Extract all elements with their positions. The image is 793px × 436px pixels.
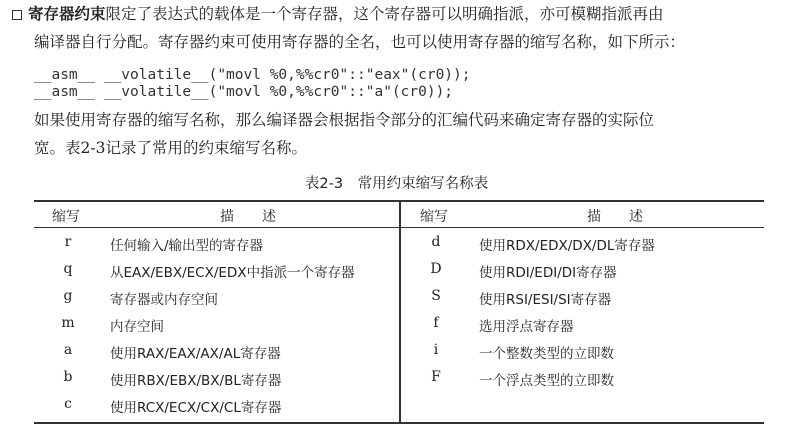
desc-cell: 使用RSI/ESI/SI寄存器 (479, 292, 612, 308)
table-row (34, 257, 764, 284)
paragraph2-line1: 如果使用寄存器的缩写名称，那么编译器会根据指令部分的汇编代码来确定寄存器的实际位 (34, 111, 655, 129)
constraint-abbreviation-table (34, 200, 764, 424)
desc-cell: 一个浮点类型的立即数 (479, 373, 614, 389)
desc-cell: 使用RCX/ECX/CX/CL寄存器 (110, 400, 282, 416)
table-row (34, 365, 764, 392)
code-line-abbr-name: __asm__ __volatile__("movl %0,%%cr0"::"a"(cr0)); (34, 84, 454, 100)
abbr-cell: F (431, 369, 441, 385)
paragraph-abbreviation (34, 106, 789, 162)
table-row (34, 284, 764, 311)
header-abbr-right: 缩写 (420, 209, 448, 225)
desc-cell: 使用RDI/EDI/DI寄存器 (479, 265, 617, 281)
abbr-cell: f (433, 315, 439, 331)
desc-cell: 选用浮点寄存器 (479, 319, 574, 335)
abbr-cell: c (64, 396, 72, 412)
table-row (34, 230, 764, 257)
desc-cell: 内存空间 (110, 319, 164, 335)
abbr-cell: d (431, 234, 441, 250)
abbr-cell: a (63, 342, 73, 358)
desc-cell: 任何输入/输出型的寄存器 (110, 238, 264, 254)
paragraph1-line2: 编译器自行分配。寄存器约束可使用寄存器的全名，也可以使用寄存器的缩写名称，如下所示： (34, 33, 686, 51)
abbr-cell: q (63, 261, 73, 277)
header-desc-left: 描 述 (220, 209, 276, 225)
desc-cell: 使用RBX/EBX/BX/BL寄存器 (110, 373, 282, 389)
abbr-cell: g (63, 288, 73, 304)
desc-cell: 从EAX/EBX/ECX/EDX中指派一个寄存器 (110, 265, 355, 281)
desc-cell: 一个整数类型的立即数 (479, 346, 614, 362)
abbr-cell: i (433, 342, 439, 358)
header-abbr-left: 缩写 (52, 209, 80, 225)
paragraph-register-constraint (12, 0, 787, 56)
abbr-cell: D (430, 261, 442, 277)
abbr-cell: S (431, 288, 441, 304)
abbr-cell: m (61, 315, 75, 331)
desc-cell: 使用RAX/EAX/AX/AL寄存器 (110, 346, 281, 362)
code-line-full-name: __asm__ __volatile__("movl %0,%%cr0"::"eax"(cr0)); (34, 67, 471, 83)
table-row (34, 311, 764, 338)
table-caption: 表2-3 常用约束缩写名称表 (304, 176, 489, 192)
paragraph1-line1: 限定了表达式的载体是一个寄存器，这个寄存器可以明确指派，亦可模糊指派再由 (105, 5, 664, 23)
abbr-cell: b (63, 369, 73, 385)
table-row (34, 338, 764, 365)
header-desc-right: 描 述 (587, 209, 643, 225)
term-register-constraint: 寄存器约束 (28, 5, 106, 23)
desc-cell: 寄存器或内存空间 (110, 292, 218, 308)
checkbox-bullet-icon (12, 10, 22, 20)
table-row (34, 392, 764, 419)
desc-cell: 使用RDX/EDX/DX/DL寄存器 (479, 238, 655, 254)
paragraph2-line2: 宽。表2-3记录了常用的约束缩写名称。 (34, 139, 307, 157)
abbr-cell: r (64, 234, 72, 250)
